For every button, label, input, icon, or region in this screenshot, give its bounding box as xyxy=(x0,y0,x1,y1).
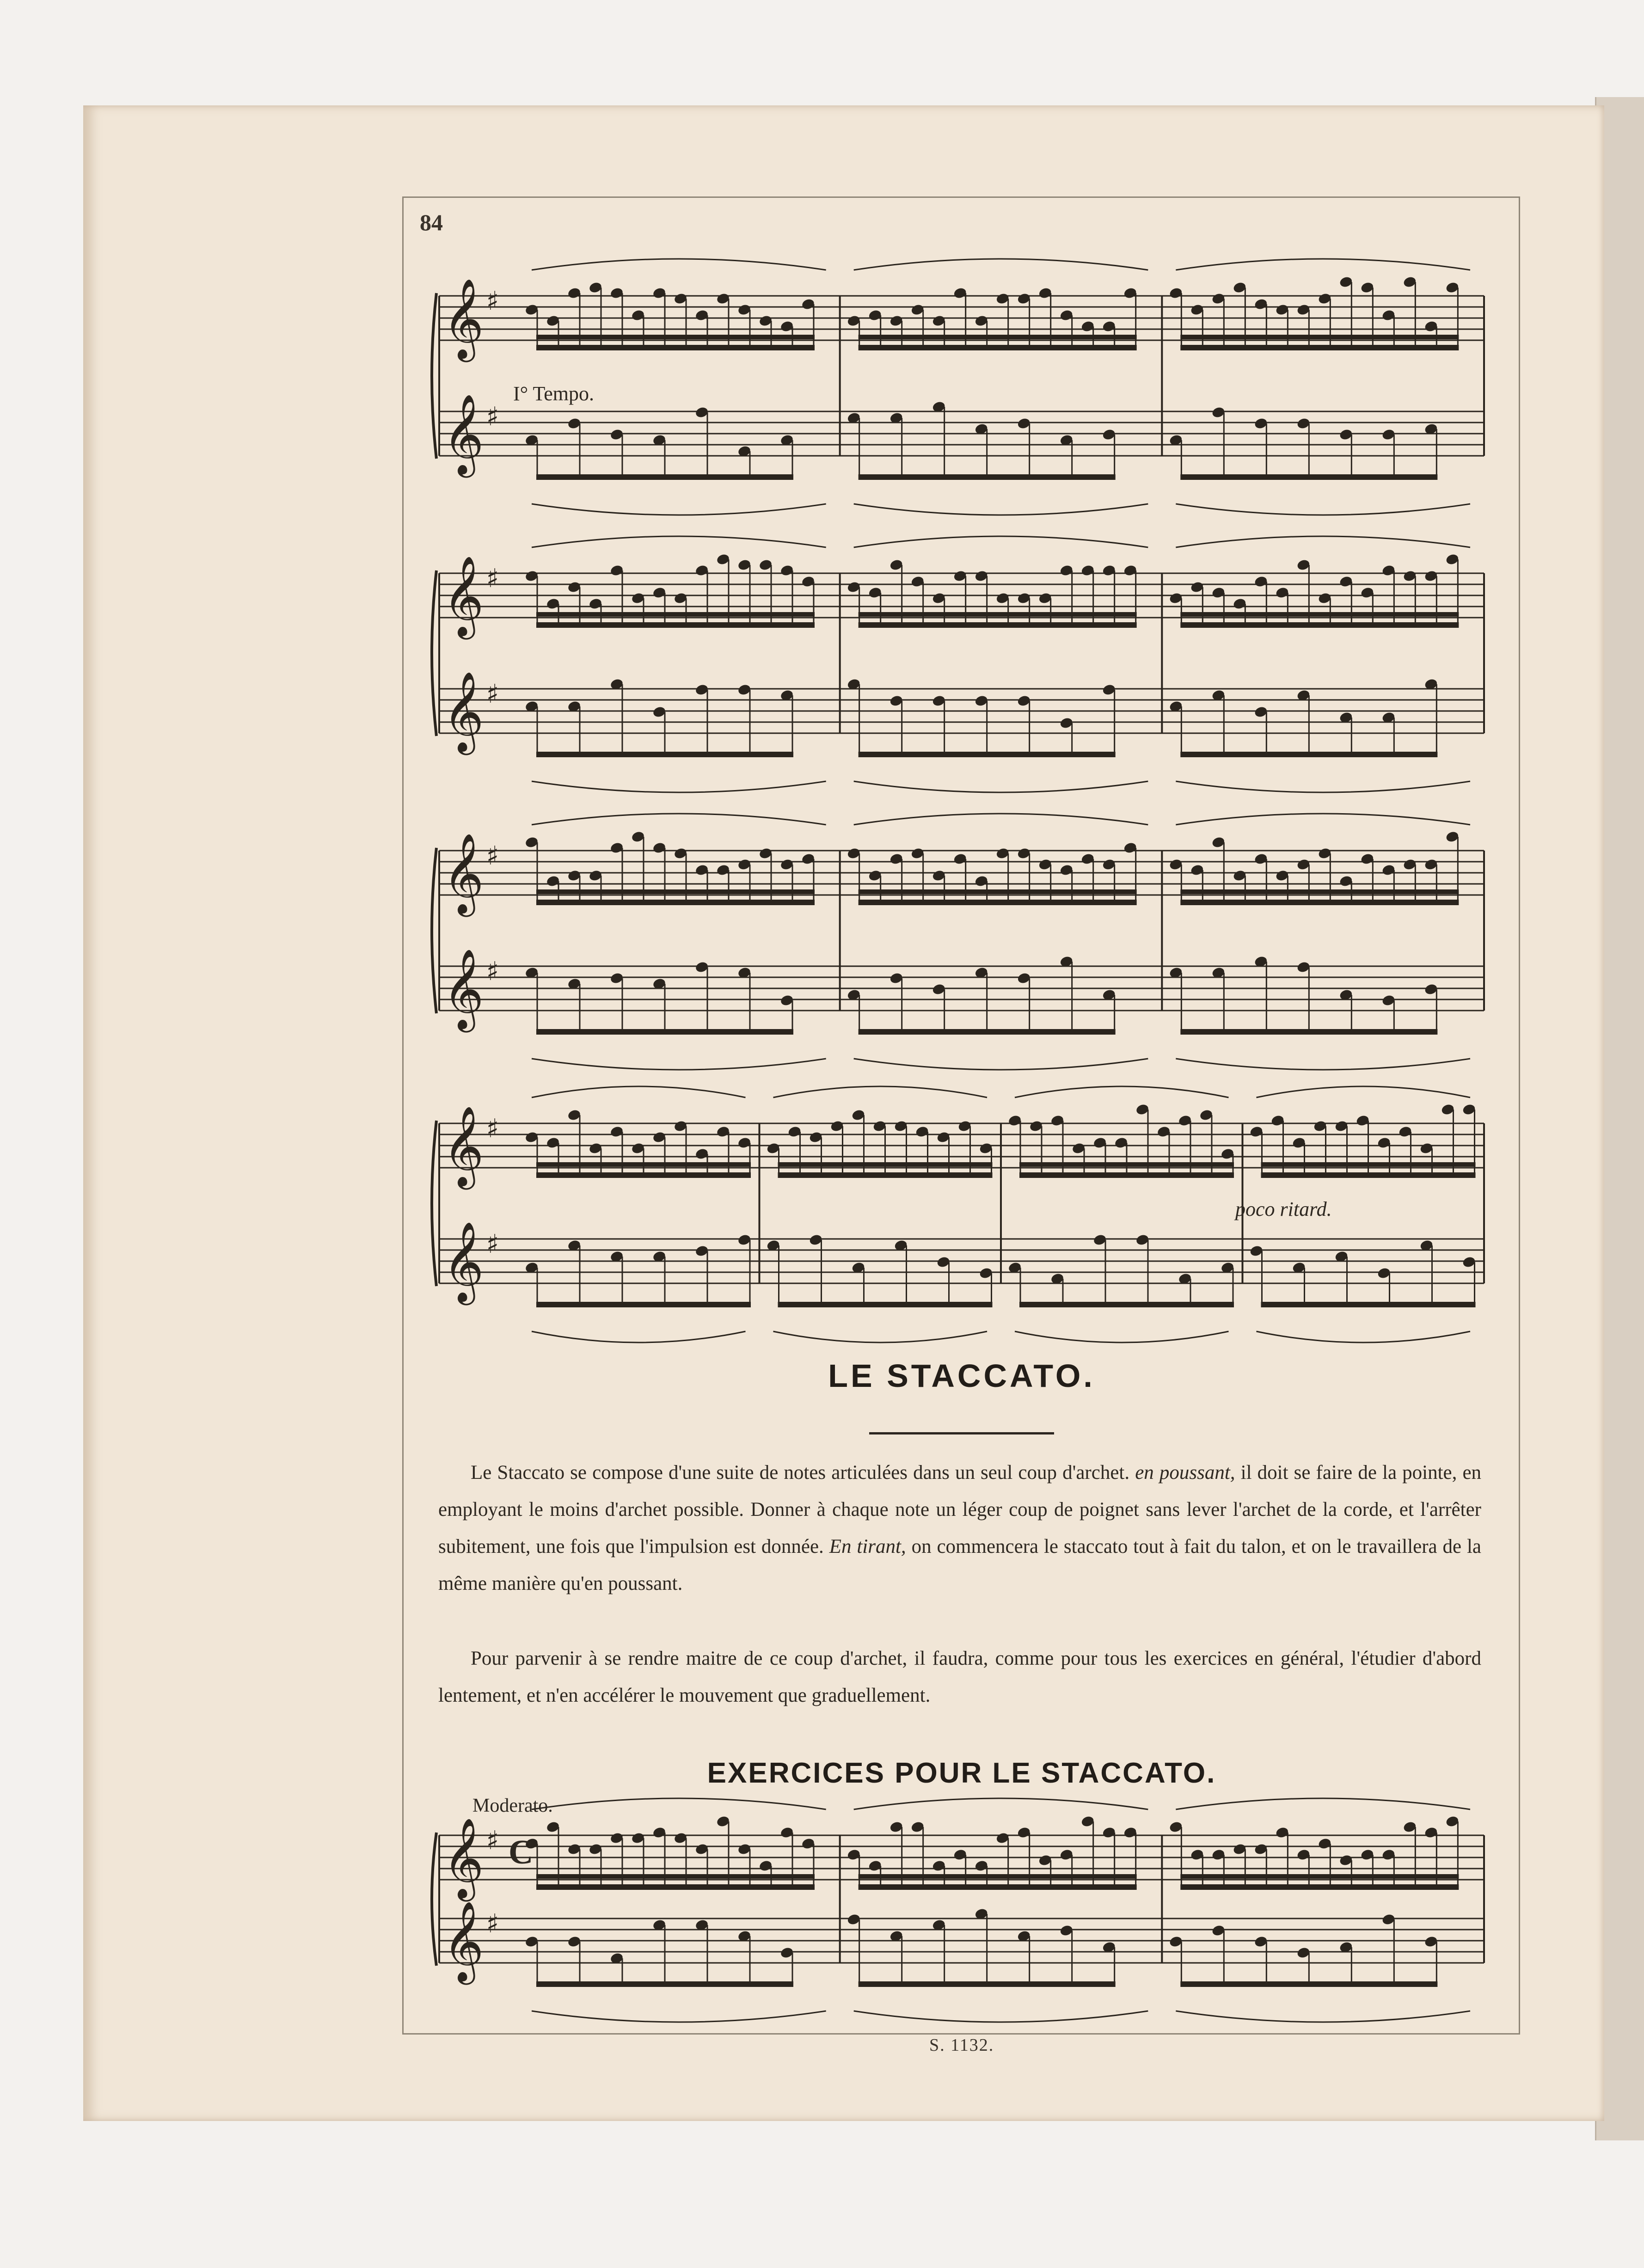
section-title: LE STACCATO. xyxy=(828,1358,1095,1394)
lower-notes xyxy=(524,406,794,480)
treble-clef: 𝄞 xyxy=(443,1901,484,1981)
key-signature-sharp: ♯ xyxy=(486,402,499,432)
system-brace xyxy=(432,848,436,1013)
staff-system-graphic xyxy=(430,1817,1489,2002)
upper-notes xyxy=(847,1815,1137,1890)
treble-clef: 𝄞 xyxy=(443,1106,484,1186)
lower-notes xyxy=(1169,678,1438,757)
lower-notes xyxy=(847,678,1116,757)
key-signature-sharp: ♯ xyxy=(486,564,499,594)
upper-notes xyxy=(1169,276,1460,350)
treble-clef: 𝄞 xyxy=(443,278,484,359)
treble-clef: 𝄞 xyxy=(443,556,484,636)
lower-notes xyxy=(524,1233,751,1307)
treble-clef: 𝄞 xyxy=(443,833,484,913)
music-system-2 xyxy=(430,555,1489,772)
time-signature: C xyxy=(509,1833,534,1871)
tempo-marking-moderato: Moderato. xyxy=(472,1795,553,1816)
title-rule xyxy=(869,1432,1054,1434)
key-signature-sharp: ♯ xyxy=(486,841,499,871)
key-signature-sharp: ♯ xyxy=(486,1229,499,1259)
key-signature-sharp: ♯ xyxy=(486,286,499,316)
upper-notes xyxy=(524,1815,815,1890)
lower-notes xyxy=(1007,1233,1234,1307)
treble-clef: 𝄞 xyxy=(443,1221,484,1302)
key-signature-sharp: ♯ xyxy=(486,679,499,709)
tempo-marking-primo-tempo: I° Tempo. xyxy=(513,382,595,405)
paragraph-1-text-a: Le Staccato se compose d'une suite de notes articulées dans un seul coup d'archet. xyxy=(471,1462,1130,1483)
expression-poco-ritard: poco ritard. xyxy=(1235,1198,1332,1220)
staccato-paragraph-2: Pour parvenir à se rendre maitre de ce coup d'archet, il faudra, comme pour tous les exercices en général, l'étudier d'abord lentement, et n'en accélérer le mouvement que graduellement. xyxy=(438,1648,1481,1706)
paragraph-1-em-en-poussant: en poussant, xyxy=(1135,1462,1235,1483)
lower-notes xyxy=(766,1233,993,1307)
lower-staff xyxy=(439,394,1484,478)
staccato-paragraph-1 xyxy=(438,1454,1481,1602)
upper-notes xyxy=(1249,1103,1476,1178)
lower-notes xyxy=(1169,955,1438,1035)
lower-staff xyxy=(439,1221,1484,1306)
lower-notes xyxy=(847,400,1116,480)
staff-system-graphic xyxy=(430,832,1489,1049)
music-system-3 xyxy=(430,832,1489,1049)
exercises-title: EXERCICES POUR LE STACCATO. xyxy=(707,1757,1216,1789)
music-system-5 xyxy=(430,1817,1489,2002)
upper-notes xyxy=(1169,830,1460,905)
key-signature-sharp: ♯ xyxy=(486,1909,499,1939)
lower-notes xyxy=(524,678,794,757)
upper-notes xyxy=(1169,1815,1460,1890)
treble-clef: 𝄞 xyxy=(443,394,484,474)
lower-notes xyxy=(1169,1913,1438,1987)
paragraph-1-text-c: on commencera le staccato tout à fait du talon, et on le travaillera de la même manière qu'en poussant. xyxy=(438,1536,1482,1594)
upper-notes xyxy=(524,830,815,905)
lower-notes xyxy=(1169,406,1438,480)
lower-notes xyxy=(847,1907,1116,1987)
lower-notes xyxy=(1249,1239,1476,1307)
plate-number: S. 1132. xyxy=(929,2035,994,2055)
system-brace xyxy=(432,1833,436,1966)
paragraph-1-text-b: il doit se faire de la pointe, en employant le moins d'archet possible. Donner à chaque note un léger coup de poignet sans lever l'archet de la corde, et l'arrêter subitement, une fois que l'impulsion est donnée. xyxy=(438,1462,1482,1557)
upper-notes xyxy=(524,553,815,628)
key-signature-sharp: ♯ xyxy=(486,956,499,987)
system-brace xyxy=(432,293,436,459)
upper-notes xyxy=(1007,1103,1234,1178)
system-brace xyxy=(432,1121,436,1286)
key-signature-sharp: ♯ xyxy=(486,1826,499,1856)
lower-staff xyxy=(439,949,1484,1033)
lower-notes xyxy=(524,961,794,1035)
lower-staff xyxy=(439,1901,1484,1985)
lower-notes xyxy=(847,955,1116,1035)
lower-notes xyxy=(524,1919,794,1987)
lower-staff xyxy=(439,671,1484,755)
page-number: 84 xyxy=(420,209,443,235)
paragraph-1-em-en-tirant: En tirant, xyxy=(829,1536,906,1557)
staff-system-graphic xyxy=(430,555,1489,772)
treble-clef: 𝄞 xyxy=(443,949,484,1029)
upper-notes xyxy=(1169,553,1460,628)
system-brace xyxy=(432,570,436,736)
treble-clef: 𝄞 xyxy=(443,671,484,752)
treble-clef: 𝄞 xyxy=(443,1818,484,1898)
key-signature-sharp: ♯ xyxy=(486,1114,499,1144)
